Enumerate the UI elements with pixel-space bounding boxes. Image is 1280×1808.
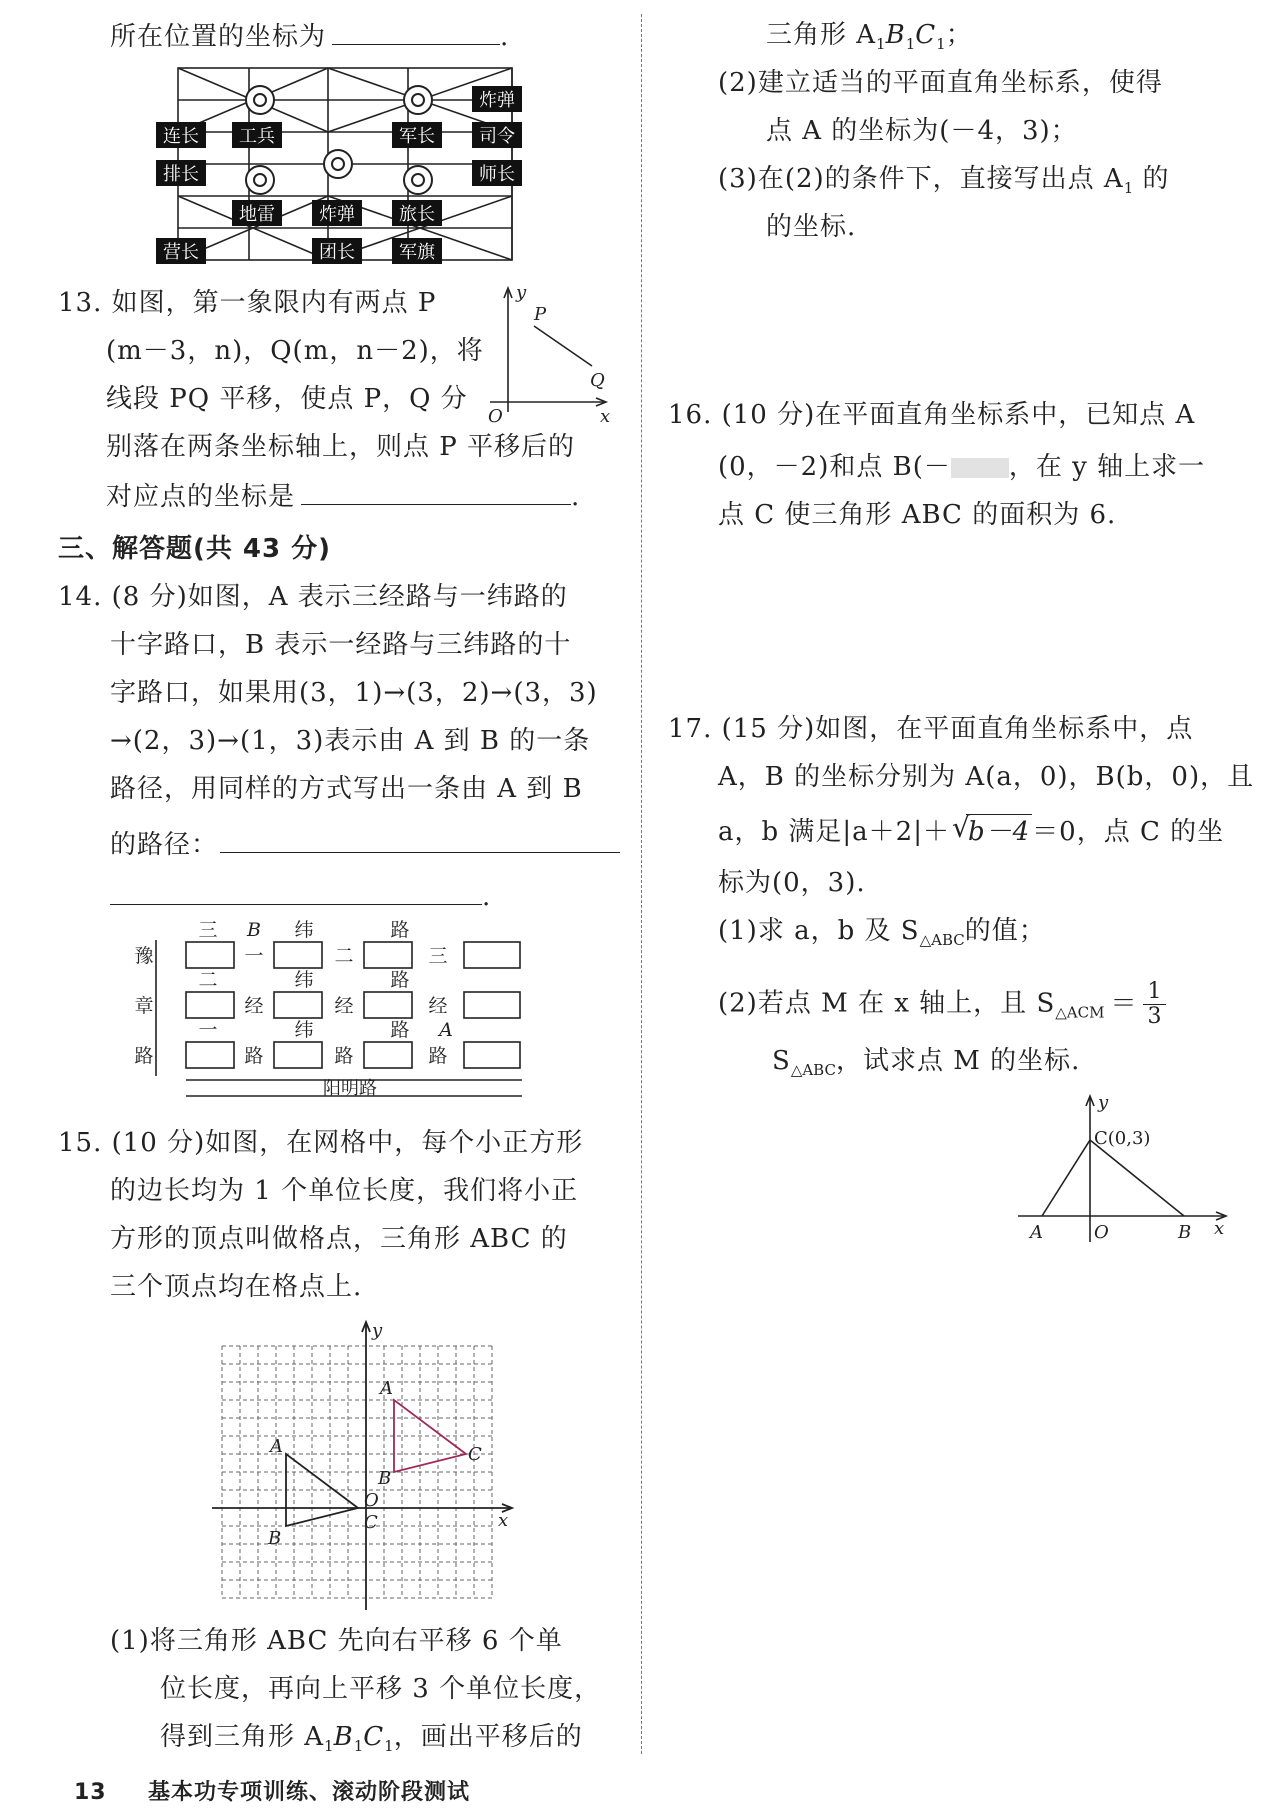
x-axis-label: x — [1214, 1218, 1225, 1239]
map-side-label: 章 — [134, 995, 154, 1017]
map-label: 纬 — [294, 969, 314, 991]
q13-line-1: 13. 如图，第一象限内有两点 P — [58, 288, 437, 318]
piece: 排长 — [163, 164, 199, 185]
point-a-label: A — [270, 1436, 283, 1457]
point-c-label: C — [364, 1512, 378, 1533]
q14-line-5: 路径，用同样的方式写出一条由 A 到 B — [110, 774, 583, 804]
point-b-label: B — [247, 919, 261, 941]
q13-figure — [480, 282, 611, 427]
piece: 军长 — [399, 126, 435, 147]
map-label: 二 — [334, 945, 354, 967]
point-q-label: Q — [590, 370, 605, 391]
page-number: 13 — [74, 1780, 107, 1805]
point-c1-label: C — [468, 1444, 482, 1465]
q17-line-2: A，B 的坐标分别为 A(a，0)，B(b，0)，且 — [718, 762, 1255, 792]
origin-label: O — [364, 1490, 379, 1511]
map-label: 一 — [198, 1019, 218, 1041]
section-heading: 三、解答题(共 43 分) — [58, 534, 332, 564]
point-a-label: A — [439, 1019, 453, 1041]
map-label: 路 — [390, 969, 410, 991]
map-label: 路 — [334, 1045, 354, 1067]
piece: 司令 — [479, 126, 515, 147]
piece: 炸弹 — [479, 90, 515, 111]
map-label: 纬 — [294, 1019, 314, 1041]
point-b1-label: B — [378, 1468, 392, 1489]
q17-figure — [1018, 1092, 1238, 1242]
point-a-label: A — [1030, 1222, 1043, 1243]
q15-sub3-line-1: (3)在(2)的条件下，直接写出点 $A_1$ 的 — [718, 164, 1170, 197]
map-label: 经 — [334, 995, 354, 1017]
piece: 军旗 — [399, 242, 435, 263]
point-c-label: C(0,3) — [1094, 1128, 1151, 1149]
q15-sub1-line-1: (1)将三角形 ABC 先向右平移 6 个单 — [110, 1626, 563, 1656]
piece: 团长 — [319, 242, 355, 263]
q15-sub1-line-4: 三角形 $A_1B_1C_1$； — [766, 20, 973, 53]
q17-line-4: 标为(0，3). — [718, 868, 866, 898]
map-label: 路 — [390, 919, 410, 941]
q12-line: 所在位置的坐标为 . — [110, 18, 509, 54]
q15-sub3-line-2: 的坐标. — [766, 212, 857, 242]
piece: 炸弹 — [319, 204, 355, 225]
map-label: 经 — [244, 995, 264, 1017]
piece: 旅长 — [399, 204, 435, 225]
origin-label: O — [488, 406, 503, 427]
y-axis-label: y — [1098, 1092, 1109, 1113]
map-label: 三 — [198, 919, 218, 941]
grid-figure — [212, 1320, 512, 1610]
map-label: 路 — [390, 1019, 410, 1041]
q15-sub1-line-2: 位长度，再向上平移 3 个单位长度， — [160, 1674, 602, 1704]
q15-line-2: 的边长均为 1 个单位长度，我们将小正 — [110, 1176, 579, 1206]
q15-sub1-line-3: 得到三角形 $A_1B_1C_1$，画出平移后的 — [160, 1722, 583, 1755]
q17-line-1: 17. (15 分)如图，在平面直角坐标系中，点 — [668, 714, 1194, 744]
q14-line-4: →(2，3)→(1，3)表示由 A 到 B 的一条 — [110, 726, 591, 756]
map-road-label: 阳明路 — [323, 1078, 377, 1099]
x-axis-label: x — [600, 406, 611, 427]
piece: 连长 — [163, 126, 199, 147]
q13-line-5: 对应点的坐标是 . — [106, 478, 580, 514]
q13-line-4: 别落在两条坐标轴上，则点 P 平移后的 — [106, 432, 576, 462]
q17-sub2-line-2: $S_{\triangle ABC}$，试求点 M 的坐标. — [772, 1046, 1081, 1079]
piece: 工兵 — [239, 126, 275, 147]
q15-line-4: 三个顶点均在格点上. — [110, 1272, 363, 1302]
map-label: 三 — [428, 945, 448, 967]
q17-sub2-line-1: (2)若点 M 在 x 轴上，且 $S_{\triangle ACM}$ ＝ $\frac{1}{3}$ — [718, 980, 1166, 1030]
map-label: 路 — [428, 1045, 448, 1067]
y-axis-label: y — [516, 282, 527, 303]
street-map-figure — [134, 919, 530, 1100]
q14-line-3: 字路口，如果用(3，1)→(3，2)→(3，3) — [110, 678, 598, 708]
map-side-label: 豫 — [134, 945, 154, 967]
q13-line-3: 线段 PQ 平移，使点 P，Q 分 — [106, 384, 468, 414]
map-label: 二 — [198, 969, 218, 991]
blurred-text — [951, 458, 1009, 478]
map-label: 一 — [244, 945, 264, 967]
y-axis-label: y — [372, 1320, 383, 1341]
q15-line-1: 15. (10 分)如图，在网格中，每个小正方形 — [58, 1128, 584, 1158]
q16-line-3: 点 C 使三角形 ABC 的面积为 6. — [718, 500, 1117, 530]
q15-sub2-line-2: 点 A 的坐标为(－4，3)； — [766, 116, 1078, 146]
map-side-label: 路 — [134, 1045, 154, 1067]
map-label: 经 — [428, 995, 448, 1017]
q16-line-1: 16. (10 分)在平面直角坐标系中，已知点 A — [668, 400, 1196, 430]
map-label: 路 — [244, 1045, 264, 1067]
map-label: 纬 — [294, 919, 314, 941]
point-a1-label: A — [380, 1378, 393, 1399]
column-divider — [641, 14, 642, 1754]
chess-board-figure — [163, 64, 530, 264]
q15-sub2-line-1: (2)建立适当的平面直角坐标系，使得 — [718, 68, 1163, 98]
piece: 师长 — [479, 164, 515, 185]
q15-line-3: 方形的顶点叫做格点，三角形 ABC 的 — [110, 1224, 568, 1254]
footer-title: 基本功专项训练、滚动阶段测试 — [148, 1780, 471, 1805]
q17-sub1: (1)求 a，b 及 $S_{\triangle ABC}$的值； — [718, 916, 1046, 949]
point-b-label: B — [268, 1528, 282, 1549]
q14-answer-line-2: . — [110, 878, 491, 914]
q14-line-1: 14. (8 分)如图，A 表示三经路与一纬路的 — [58, 582, 568, 612]
q13-line-2: (m－3，n)，Q(m，n－2)，将 — [106, 336, 484, 366]
origin-label: O — [1094, 1222, 1109, 1243]
x-axis-label: x — [498, 1510, 509, 1531]
q17-line-3: a，b 满足|a＋2|＋ √ b－4＝0，点 C 的坐 — [718, 811, 1225, 847]
point-b-label: B — [1178, 1222, 1192, 1243]
point-p-label: P — [534, 304, 547, 325]
piece: 地雷 — [239, 204, 275, 225]
piece: 营长 — [163, 242, 199, 263]
q14-line-6: 的路径： — [110, 826, 620, 862]
q14-line-2: 十字路口，B 表示一经路与三纬路的十 — [110, 630, 572, 660]
q16-line-2: (0，－2)和点 B(－ ，在 y 轴上求一 — [718, 452, 1206, 482]
